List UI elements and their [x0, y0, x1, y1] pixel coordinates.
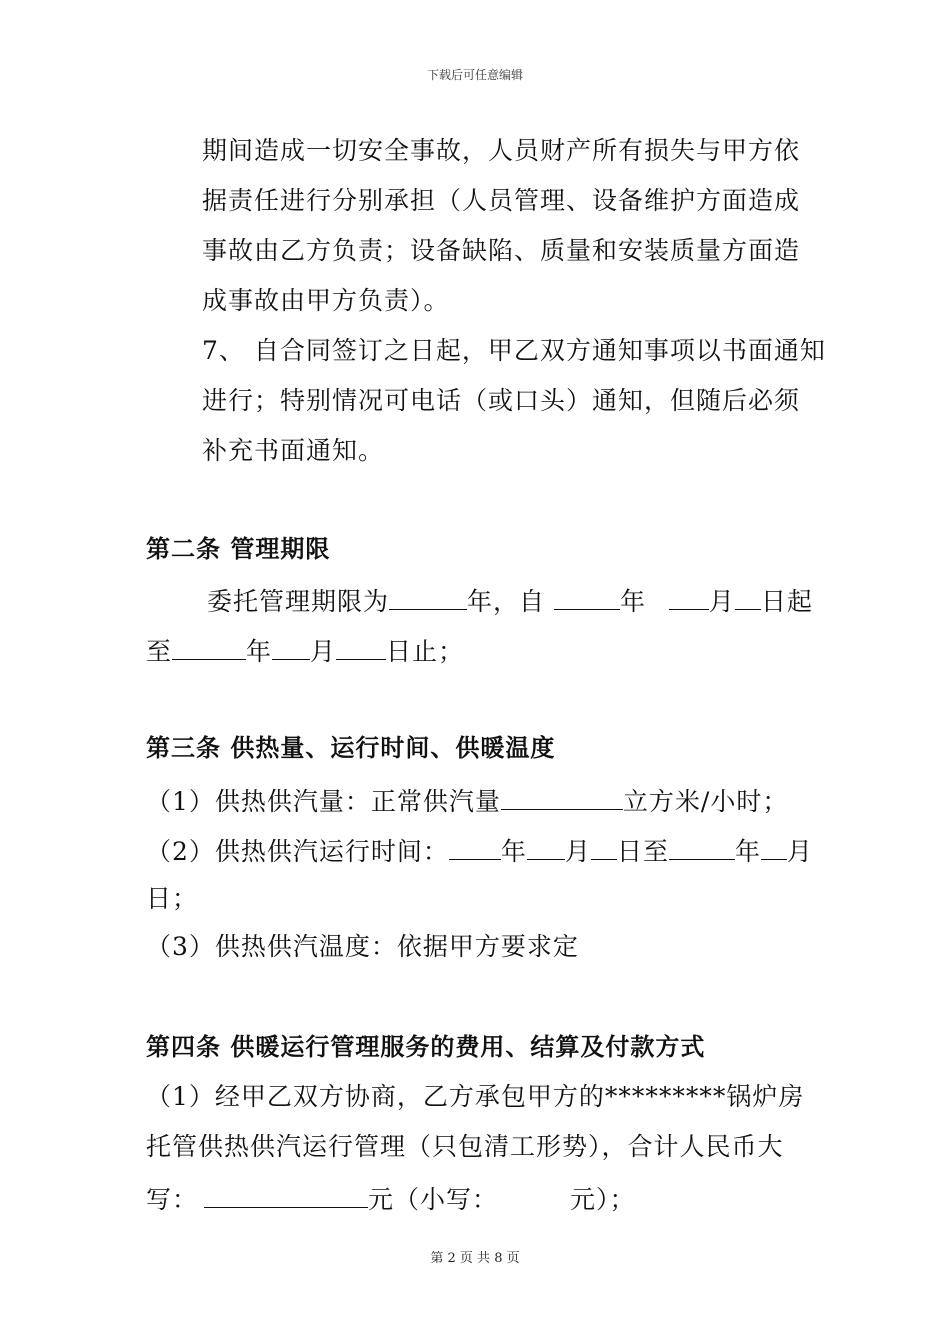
paragraph-line: 事故由乙方负责；设备缺陷、质量和安装质量方面造	[202, 236, 801, 265]
yuan-label: 元）；	[570, 1185, 636, 1214]
page-header: 下载后可任意编辑	[426, 68, 523, 82]
clause-7-line: 补充书面通知。	[202, 436, 385, 465]
day-label: 日止；	[386, 637, 465, 666]
blank-run-start-month	[527, 833, 565, 860]
year-label: 年	[246, 637, 273, 666]
fee-line: （1）经甲乙双方协商，乙方承包甲方的*********锅炉房	[146, 1082, 805, 1111]
blank-capital-amount	[204, 1181, 368, 1208]
term-label: 委托管理期限为	[207, 587, 390, 616]
blank-run-end-month	[761, 833, 787, 860]
unit-label: 立方米/小时；	[622, 787, 789, 816]
small-amount-label: 元（小写：	[368, 1185, 499, 1214]
capital-amount-label: 写：	[146, 1185, 199, 1214]
paragraph-line: 成事故由甲方负责）。	[202, 286, 450, 315]
year-label: 年	[619, 587, 655, 616]
blank-years	[389, 583, 467, 610]
page-footer: 第 2 页 共 8 页	[430, 1251, 520, 1266]
blank-end-day	[336, 633, 386, 660]
run-time-label: （2）供热供汽运行时间：	[146, 837, 449, 866]
blank-run-start-year	[449, 833, 501, 860]
month-label: 月	[708, 587, 735, 616]
day-to-label: 日至	[616, 837, 669, 866]
clause-7-line: 进行；特别情况可电话（或口头）通知，但随后必须	[202, 386, 801, 415]
blank-start-month	[669, 583, 709, 610]
paragraph-line: 期间造成一切安全事故，人员财产所有损失与甲方依	[202, 136, 801, 165]
term-line-1	[207, 583, 813, 618]
month-label: 月	[310, 637, 337, 666]
to-label: 至	[146, 637, 173, 666]
blank-end-year	[172, 633, 246, 660]
article-2-heading: 第二条 管理期限	[146, 535, 331, 563]
blank-start-day	[735, 583, 761, 610]
blank-run-start-day	[591, 833, 617, 860]
month-label: 月	[564, 837, 591, 866]
year-label: 年	[734, 837, 761, 866]
clause-7-line: 7、 自合同签订之日起，甲乙双方通知事项以书面通知	[202, 336, 826, 365]
year-label: 年	[500, 837, 527, 866]
blank-supply-volume	[501, 783, 623, 810]
blank-start-year	[554, 583, 620, 610]
day-label: 日起	[760, 587, 813, 616]
temperature-line: （3）供热供汽温度：依据甲方要求定	[146, 932, 579, 961]
article-4-heading: 第四条 供暖运行管理服务的费用、结算及付款方式	[146, 1033, 706, 1061]
paragraph-line: 据责任进行分别承担（人员管理、设备维护方面造成	[202, 186, 801, 215]
month-label: 月	[786, 837, 813, 866]
run-time-line-end: 日；	[146, 884, 199, 913]
blank-end-month	[272, 633, 310, 660]
run-time-line	[146, 833, 813, 868]
term-text: 年，自	[467, 587, 554, 616]
supply-volume-label: （1）供热供汽量：正常供汽量	[146, 787, 501, 816]
blank-run-end-year	[669, 833, 735, 860]
article-3-heading: 第三条 供热量、运行时间、供暖温度	[146, 734, 556, 762]
fee-line: 托管供热供汽运行管理（只包清工形势），合计人民币大	[146, 1132, 784, 1161]
supply-volume-line	[146, 783, 788, 818]
term-line-2	[146, 633, 464, 668]
fee-amount-line	[146, 1181, 636, 1216]
